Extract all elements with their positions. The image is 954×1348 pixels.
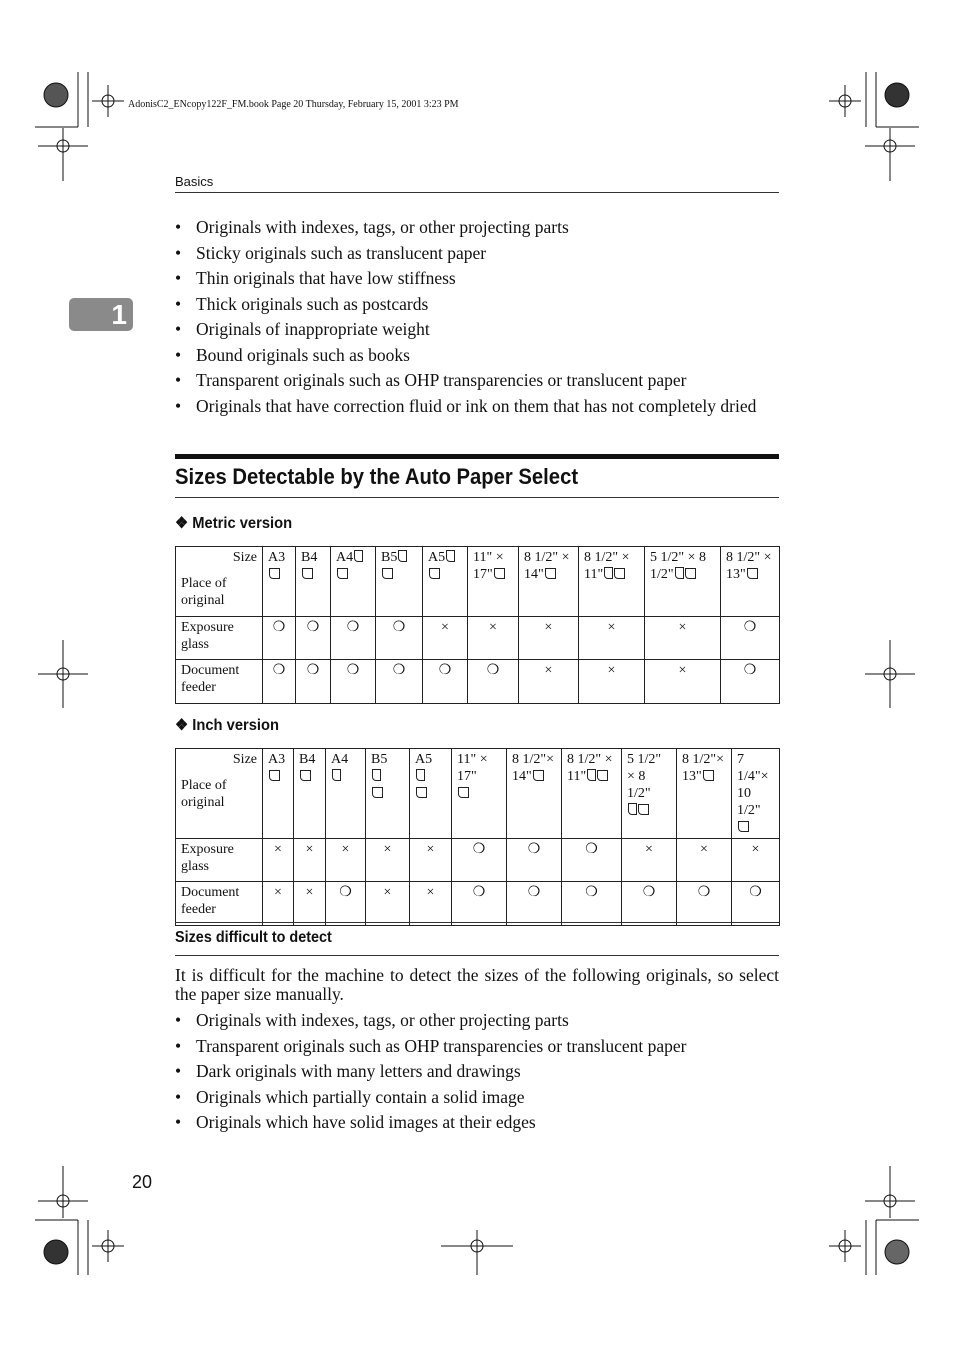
cell: × — [519, 617, 579, 660]
cell: ❍ — [562, 839, 622, 882]
landscape-icon — [614, 568, 625, 579]
row-label: Exposure glass — [176, 839, 263, 882]
portrait-icon — [587, 769, 596, 781]
place-label: Place of original — [181, 576, 227, 608]
cell: × — [732, 839, 780, 882]
table-row — [176, 882, 780, 926]
cell: × — [579, 617, 645, 660]
cell: × — [294, 882, 326, 926]
cell: × — [468, 617, 519, 660]
intro-paragraph: It is difficult for the machine to detect the sizes of the following originals, so select the paper size manually. — [175, 965, 779, 1004]
header-rule — [175, 192, 779, 193]
list-item: • Originals with indexes, tags, or other projecting parts — [175, 218, 779, 237]
column-header: B4 — [296, 547, 331, 617]
portrait-icon — [332, 769, 341, 781]
column-header: 8 1/2" × 13" — [721, 547, 780, 617]
column-header: 5 1/2" × 8 1/2" — [622, 749, 677, 839]
column-header: 11" × 17" — [452, 749, 507, 839]
cell: × — [294, 839, 326, 882]
difficult-originals-list — [175, 1011, 779, 1139]
column-header: 8 1/2"× 14" — [507, 749, 562, 839]
header-cell — [176, 547, 263, 617]
cell: ❍ — [296, 660, 331, 704]
column-header: A3 — [263, 749, 294, 839]
section-label: Basics — [175, 174, 214, 189]
list-item: • Originals which partially contain a solid image — [175, 1088, 779, 1107]
list-item: • Sticky originals such as translucent paper — [175, 244, 779, 263]
header-cell — [176, 749, 263, 839]
landscape-icon — [685, 568, 696, 579]
row-label: Document feeder — [176, 660, 263, 704]
cell: ❍ — [622, 882, 677, 926]
cell: ❍ — [376, 660, 423, 704]
column-header: 8 1/2" × 11" — [562, 749, 622, 839]
cell: × — [645, 660, 721, 704]
column-header: B5 — [366, 749, 410, 839]
landscape-icon — [429, 568, 440, 579]
landscape-icon — [302, 568, 313, 579]
portrait-icon — [354, 550, 363, 562]
size-label: Size — [232, 752, 257, 767]
cell: ❍ — [376, 617, 423, 660]
column-header: A3 — [263, 547, 296, 617]
cell: ❍ — [721, 617, 780, 660]
list-item: • Thin originals that have low stiffness — [175, 269, 779, 288]
landscape-icon — [269, 770, 280, 781]
cell: × — [366, 882, 410, 926]
landscape-icon — [738, 821, 749, 832]
subsection-rule-bottom — [175, 955, 779, 956]
cell: ❍ — [296, 617, 331, 660]
list-item: • Dark originals with many letters and drawings — [175, 1062, 779, 1081]
landscape-icon — [747, 568, 758, 579]
subsection-heading: Sizes difficult to detect — [175, 929, 332, 946]
cell: ❍ — [326, 882, 366, 926]
cell: × — [645, 617, 721, 660]
landscape-icon — [703, 770, 714, 781]
cell: × — [677, 839, 732, 882]
list-item: • Originals of inappropriate weight — [175, 320, 779, 339]
list-item: • Transparent originals such as OHP transparencies or translucent paper — [175, 371, 779, 390]
cell: ❍ — [331, 660, 376, 704]
cell: × — [366, 839, 410, 882]
landscape-icon — [416, 787, 427, 798]
portrait-icon — [398, 550, 407, 562]
landscape-icon — [337, 568, 348, 579]
cell: ❍ — [732, 882, 780, 926]
print-header: AdonisC2_ENcopy122F_FM.book Page 20 Thursday, February 15, 2001 3:23 PM — [128, 99, 459, 110]
cell: × — [326, 839, 366, 882]
landscape-icon — [494, 568, 505, 579]
section-title: Sizes Detectable by the Auto Paper Select — [175, 464, 579, 489]
portrait-icon — [446, 550, 455, 562]
cell: × — [622, 839, 677, 882]
metric-heading: ❖ Metric version — [175, 515, 293, 532]
cell: ❍ — [507, 882, 562, 926]
list-item: • Bound originals such as books — [175, 346, 779, 365]
landscape-icon — [638, 804, 649, 815]
column-header: 8 1/2" × 14" — [519, 547, 579, 617]
column-header: 8 1/2" × 11" — [579, 547, 645, 617]
portrait-icon — [604, 567, 613, 579]
cell: ❍ — [677, 882, 732, 926]
cell: ❍ — [423, 660, 468, 704]
title-rule — [175, 497, 779, 498]
size-label: Size — [232, 550, 257, 565]
cell: ❍ — [721, 660, 780, 704]
unsuitable-originals-list — [175, 218, 779, 422]
row-label: Document feeder — [176, 882, 263, 926]
cell: ❍ — [263, 660, 296, 704]
portrait-icon — [416, 769, 425, 781]
portrait-icon — [675, 567, 684, 579]
cell: ❍ — [507, 839, 562, 882]
landscape-icon — [382, 568, 393, 579]
cell: × — [579, 660, 645, 704]
landscape-icon — [597, 770, 608, 781]
column-header: 8 1/2"× 13" — [677, 749, 732, 839]
inch-table — [175, 748, 780, 926]
column-header: 5 1/2" × 8 1/2" — [645, 547, 721, 617]
cell: × — [263, 839, 294, 882]
cell: ❍ — [468, 660, 519, 704]
landscape-icon — [300, 770, 311, 781]
list-item: • Transparent originals such as OHP transparencies or translucent paper — [175, 1037, 779, 1056]
portrait-icon — [372, 769, 381, 781]
list-item: • Thick originals such as postcards — [175, 295, 779, 314]
subsection-rule-top — [175, 922, 779, 923]
column-header: 7 1/4"× 10 1/2" — [732, 749, 780, 839]
landscape-icon — [269, 568, 280, 579]
landscape-icon — [533, 770, 544, 781]
column-header: A5 — [423, 547, 468, 617]
chapter-tab: 1 — [69, 298, 133, 331]
cell: × — [423, 617, 468, 660]
column-header: 11" × 17" — [468, 547, 519, 617]
place-label: Place of original — [181, 778, 227, 810]
cell: × — [263, 882, 294, 926]
metric-table — [175, 546, 780, 704]
landscape-icon — [545, 568, 556, 579]
landscape-icon — [458, 787, 469, 798]
cell: × — [410, 882, 452, 926]
row-label: Exposure glass — [176, 617, 263, 660]
list-item: • Originals that have correction fluid or ink on them that has not completely dried — [175, 397, 779, 416]
column-header: A4 — [331, 547, 376, 617]
cell: ❍ — [452, 882, 507, 926]
landscape-icon — [372, 787, 383, 798]
table-row — [176, 660, 780, 704]
page-number: 20 — [132, 1172, 153, 1192]
column-header: B5 — [376, 547, 423, 617]
inch-heading: ❖ Inch version — [175, 717, 280, 734]
table-row — [176, 617, 780, 660]
column-header: A5 — [410, 749, 452, 839]
cell: ❍ — [263, 617, 296, 660]
table-row — [176, 839, 780, 882]
list-item: • Originals with indexes, tags, or other projecting parts — [175, 1011, 779, 1030]
portrait-icon — [628, 803, 637, 815]
column-header: B4 — [294, 749, 326, 839]
cell: ❍ — [452, 839, 507, 882]
cell: ❍ — [562, 882, 622, 926]
cell: × — [410, 839, 452, 882]
section-rule — [175, 454, 779, 459]
cell: ❍ — [331, 617, 376, 660]
cell: × — [519, 660, 579, 704]
list-item: • Originals which have solid images at their edges — [175, 1113, 779, 1132]
column-header: A4 — [326, 749, 366, 839]
